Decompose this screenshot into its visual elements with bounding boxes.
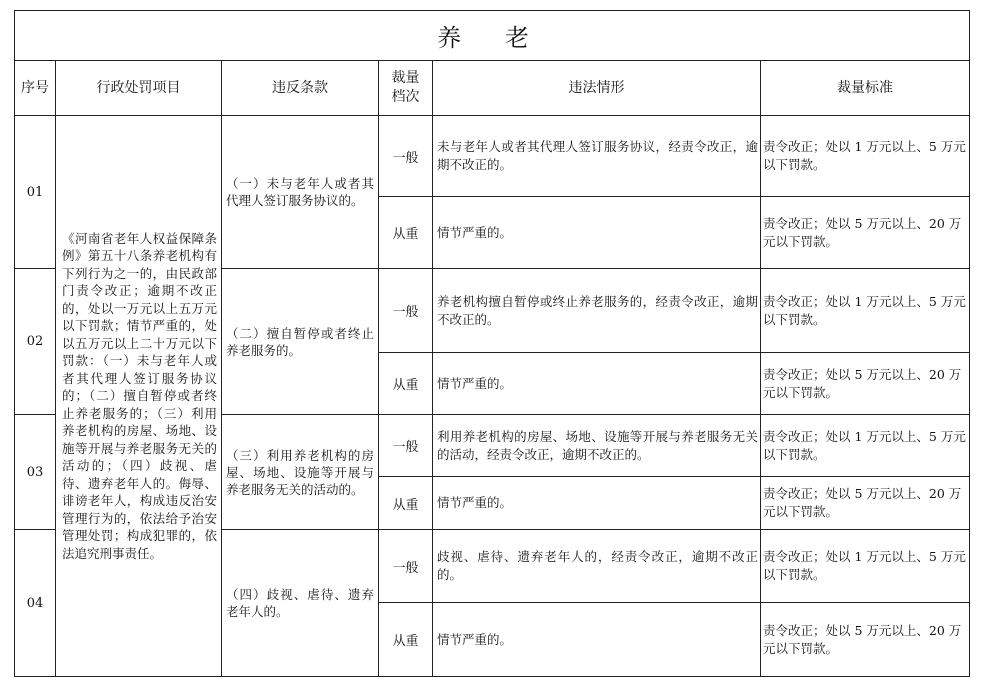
level-label: 一般 (379, 530, 433, 603)
violated-clause: （四）歧视、虐待、遗弃老年人的。 (222, 530, 379, 677)
situation-text: 情节严重的。 (433, 477, 761, 530)
page-title: 养 老 (15, 11, 970, 61)
seq-number: 03 (15, 415, 56, 530)
situation-text: 情节严重的。 (433, 197, 761, 269)
situation-text: 情节严重的。 (433, 353, 761, 415)
seq-number: 02 (15, 269, 56, 415)
level-label: 一般 (379, 415, 433, 477)
level-label: 一般 (379, 269, 433, 353)
standard-text: 责令改正；处以 5 万元以上、20 万元以下罚款。 (761, 477, 970, 530)
standard-text: 责令改正；处以 1 万元以上、5 万元以下罚款。 (761, 116, 970, 197)
violated-clause: （三）利用养老机构的房屋、场地、设施等开展与养老服务无关的活动的。 (222, 415, 379, 530)
situation-text: 情节严重的。 (433, 603, 761, 677)
seq-number: 01 (15, 116, 56, 269)
level-label: 从重 (379, 603, 433, 677)
header-row (15, 61, 970, 116)
table-row (15, 116, 970, 197)
seq-number: 04 (15, 530, 56, 677)
header-level: 裁量 档次 (379, 61, 433, 116)
situation-text: 歧视、虐待、遗弃老年人的，经责令改正，逾期不改正的。 (433, 530, 761, 603)
legal-basis: 《河南省老年人权益保障条例》第五十八条养老机构有下列行为之一的，由民政部门责令改正；逾期不改正的，处以一万元以上五万元以下罚款；情节严重的，处以五万元以上二十万元以下罚款：（一）未与老年人或者其代理人签订服务协议的；（二）擅自暂停或者终止养老服务的；（三）利用养老机构的房屋、场地、设施等开展与养老服务无关的活动的；（四）歧视、虐待、遗弃老年人的。侮辱、诽谤老年人，构成违反治安管理行为的，依法给予治安管理处罚；构成犯罪的，依法追究刑事责任。 (56, 116, 222, 677)
situation-text: 利用养老机构的房屋、场地、设施等开展与养老服务无关的活动，经责令改正，逾期不改正的。 (433, 415, 761, 477)
violated-clause: （二）擅自暂停或者终止养老服务的。 (222, 269, 379, 415)
header-standard: 裁量标准 (761, 61, 970, 116)
standard-text: 责令改正；处以 1 万元以上、5 万元以下罚款。 (761, 415, 970, 477)
header-seq: 序号 (15, 61, 56, 116)
situation-text: 未与老年人或者其代理人签订服务协议，经责令改正，逾期不改正的。 (433, 116, 761, 197)
violated-clause: （一）未与老年人或者其代理人签订服务协议的。 (222, 116, 379, 269)
standard-text: 责令改正；处以 1 万元以上、5 万元以下罚款。 (761, 530, 970, 603)
header-situation: 违法情形 (433, 61, 761, 116)
level-label: 从重 (379, 197, 433, 269)
standard-text: 责令改正；处以 5 万元以上、20 万元以下罚款。 (761, 197, 970, 269)
standard-text: 责令改正；处以 5 万元以上、20 万元以下罚款。 (761, 603, 970, 677)
penalty-table (14, 10, 970, 677)
header-item: 行政处罚项目 (56, 61, 222, 116)
level-label: 从重 (379, 477, 433, 530)
level-label: 一般 (379, 116, 433, 197)
standard-text: 责令改正；处以 5 万元以上、20 万元以下罚款。 (761, 353, 970, 415)
level-label: 从重 (379, 353, 433, 415)
standard-text: 责令改正；处以 1 万元以上、5 万元以下罚款。 (761, 269, 970, 353)
situation-text: 养老机构擅自暂停或终止养老服务的，经责令改正，逾期不改正的。 (433, 269, 761, 353)
header-clause: 违反条款 (222, 61, 379, 116)
